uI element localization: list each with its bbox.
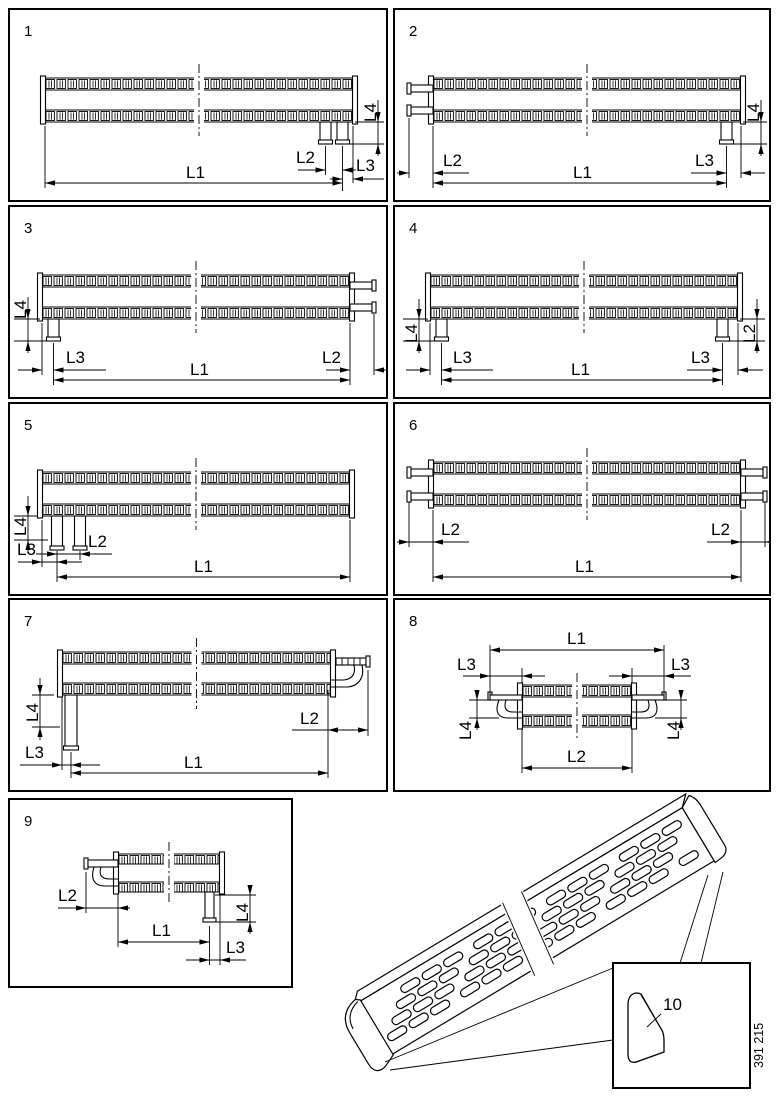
pipe-down: [203, 892, 216, 922]
panel-3: [8, 205, 388, 399]
pipe-down: [336, 122, 350, 144]
pipe-left: [407, 105, 433, 116]
dim-label-l4: L4: [23, 703, 42, 722]
pipe-down: [47, 319, 61, 341]
dim-label-l2: L2: [322, 348, 341, 367]
panel-4: [393, 205, 771, 399]
dim-label-l3: L3: [356, 156, 375, 175]
dim-label-l1: L1: [575, 557, 594, 576]
dim-label-l2: L2: [300, 709, 319, 728]
panel-number: 1: [24, 23, 33, 40]
pipe-right: [350, 280, 376, 291]
radiator-body: [407, 64, 746, 144]
dim-label-l4: L4: [233, 903, 252, 922]
panel-number: 4: [409, 220, 418, 237]
radiator-body: [58, 638, 371, 750]
radiator-body: [407, 448, 767, 520]
dim-label-l2: L2: [441, 520, 460, 539]
dim-label-l2: L2: [58, 886, 77, 905]
part-label: 10: [663, 995, 682, 1014]
dim-label-l1: L1: [573, 163, 592, 182]
dim-label-l3: L3: [66, 348, 85, 367]
dim-label-l4: L4: [456, 721, 475, 740]
pipe-down: [319, 122, 333, 144]
dim-label-l2-right: L2: [711, 520, 730, 539]
dim-label-l3: L3: [25, 743, 44, 762]
dim-label-l2: L2: [88, 532, 107, 551]
dim-label-l1: L1: [571, 360, 590, 379]
pipe-left: [407, 83, 433, 94]
dim-label-l3: L3: [695, 151, 714, 170]
elbow-connection-right: [632, 692, 666, 718]
panel-1: [8, 8, 388, 202]
panel-number: 5: [24, 417, 33, 434]
pipe-right: [741, 467, 767, 478]
pipe-down: [73, 516, 87, 550]
dim-label-l4: L4: [361, 103, 380, 122]
radiator-body: [38, 458, 355, 550]
dim-label-l1: L1: [567, 629, 586, 648]
dim-label-l3-right: L3: [691, 348, 710, 367]
elbow-connection-left: [488, 692, 522, 718]
panel-number: 9: [24, 813, 33, 830]
dim-label-l2: L2: [296, 148, 315, 167]
dim-label-l1: L1: [190, 360, 209, 379]
dim-label-l4-right: L4: [664, 721, 683, 740]
dim-label-l3: L3: [226, 938, 245, 957]
dim-label-l3: L3: [17, 540, 36, 559]
panel-2: [393, 8, 771, 202]
dim-label-l1: L1: [152, 921, 171, 940]
pipe-down: [716, 319, 730, 341]
panel-8: [393, 598, 771, 792]
dim-label-l4: L4: [11, 300, 30, 319]
panel-5: [8, 402, 388, 596]
elbow-connection: [331, 656, 370, 687]
dim-label-l2: L2: [443, 151, 462, 170]
panel-number: 2: [409, 23, 418, 40]
pipe-down: [720, 122, 734, 144]
panel-6: [393, 402, 771, 596]
elbow-connection-left: [84, 858, 118, 886]
panel-9: [8, 798, 293, 988]
leader-line: [390, 1040, 613, 1070]
radiator-body: [426, 261, 743, 341]
panel-number: 6: [409, 417, 418, 434]
dim-label-l2: L2: [567, 747, 586, 766]
pipe-down: [64, 695, 79, 750]
dim-label-l1: L1: [186, 163, 205, 182]
dim-label-l1: L1: [184, 753, 203, 772]
dim-label-l3: L3: [457, 655, 476, 674]
radiator-body: [488, 673, 666, 739]
isometric-view: [295, 790, 778, 1100]
dim-label-l1: L1: [194, 557, 213, 576]
dim-label-l2: L2: [740, 324, 759, 343]
radiator-body: [84, 842, 225, 922]
pipe-right: [741, 491, 767, 502]
radiator-body: [41, 64, 358, 144]
dim-label-l4: L4: [402, 324, 421, 343]
pipe-left: [407, 467, 433, 478]
dim-label-l3-right: L3: [671, 655, 690, 674]
radiator-body: [38, 261, 377, 341]
pipe-down: [435, 319, 449, 341]
pipe-right: [350, 302, 376, 313]
panel-number: 3: [24, 220, 33, 237]
dim-label-l4: L4: [744, 103, 763, 122]
dimensions: [397, 502, 769, 582]
panel-number: 8: [409, 613, 418, 630]
drawing-number: 391 215: [752, 1022, 766, 1068]
dim-label-l3: L3: [453, 348, 472, 367]
panel-number: 7: [24, 613, 33, 630]
dim-label-l4: L4: [11, 517, 30, 536]
pipe-left: [407, 491, 433, 502]
pipe-down: [50, 516, 64, 550]
panel-7: [8, 598, 388, 792]
